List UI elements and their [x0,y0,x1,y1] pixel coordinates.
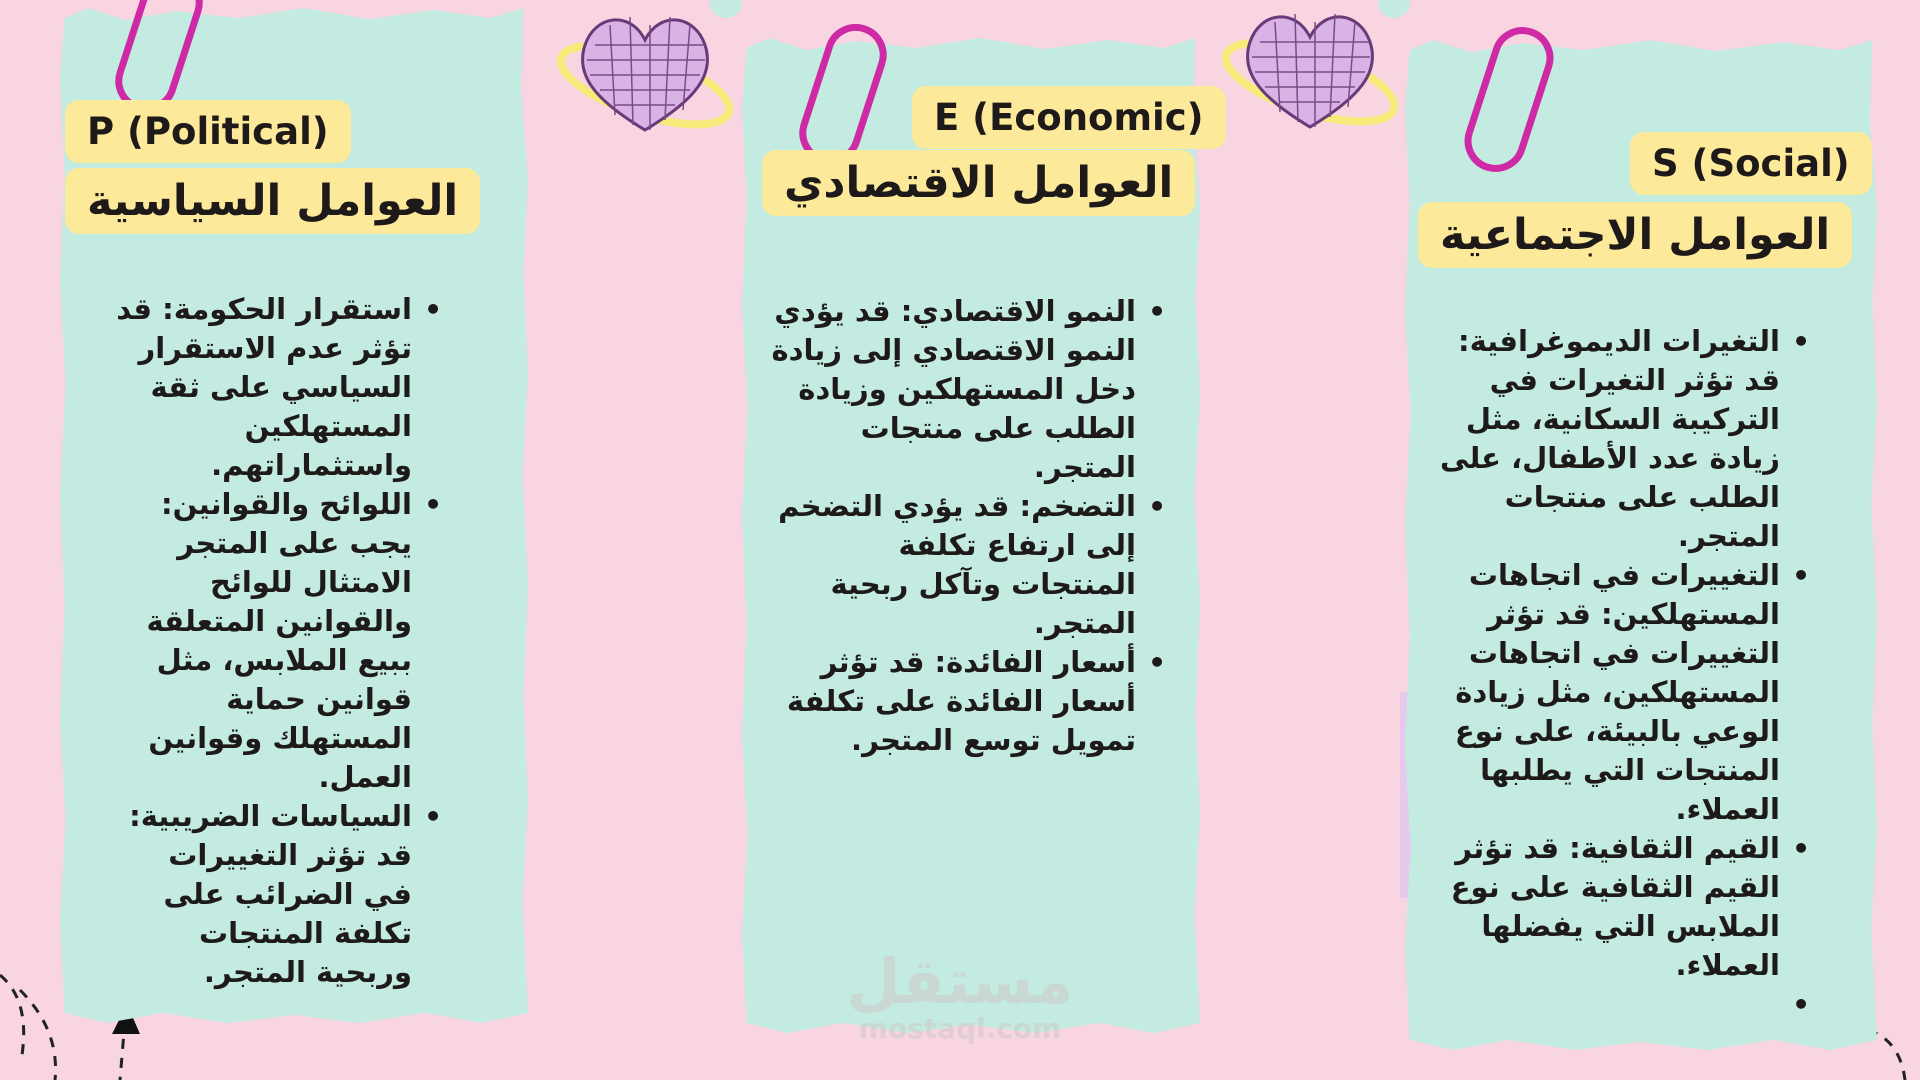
watermark-logo: مستقل [846,945,1074,1018]
list-item: • أسعار الفائدة: قد تؤثر أسعار الفائدة على تكلفة تمويل توسع المتجر. [768,643,1166,760]
watermark [840,945,1080,1045]
political-title-ar: العوامل السياسية [87,176,459,226]
list-item: • استقرار الحكومة: قد تؤثر عدم الاستقرار السياسي على ثقة المستهلكين واستثماراتهم. [110,290,442,485]
economic-title-ar: العوامل الاقتصادي [784,158,1174,208]
list-item: • النمو الاقتصادي: قد يؤدي النمو الاقتصادي إلى زيادة دخل المستهلكين وزيادة الطلب على منتجات المتجر. [768,292,1166,487]
list-item: • التغييرات في اتجاهات المستهلكين: قد تؤثر التغييرات في اتجاهات المستهلكين، مثل زيادة الوعي بالبيئة، على نوع المنتجات التي يطلبها العملاء. [1440,556,1810,829]
disco-heart-icon [1220,2,1400,137]
social-label [1630,132,1872,195]
social-title-en: S (Social) [1652,142,1850,185]
list-item: • التغيرات الديموغرافية: قد تؤثر التغيرات في التركيبة السكانية، مثل زيادة عدد الأطفال، على الطلب على منتجات المتجر. [1440,322,1810,556]
watermark-url: mostaql.com [858,1012,1062,1045]
disco-heart-icon [555,5,735,140]
list-item: • اللوائح والقوانين: يجب على المتجر الامتثال للوائح والقوانين المتعلقة ببيع الملابس، مثل قوانين حماية المستهلك وقوانين العمل. [110,485,442,797]
political-title-en: P (Political) [87,110,329,153]
list-item [1440,985,1810,1024]
economic-list [768,292,1166,760]
social-title-ar: العوامل الاجتماعية [1440,210,1831,260]
political-label [65,100,351,163]
list-item: • السياسات الضريبية: قد تؤثر التغييرات في الضرائب على تكلفة المنتجات وربحية المتجر. [110,797,442,992]
social-list [1440,322,1810,1024]
social-label-ar [1418,202,1852,268]
political-label-ar [65,168,480,234]
economic-label-ar [762,150,1195,216]
list-item: • القيم الثقافية: قد تؤثر القيم الثقافية على نوع الملابس التي يفضلها العملاء. [1440,829,1810,985]
economic-title-en: E (Economic) [934,96,1204,139]
economic-label [912,86,1226,149]
political-list [110,290,442,992]
list-item: • التضخم: قد يؤدي التضخم إلى ارتفاع تكلفة المنتجات وتآكل ربحية المتجر. [768,487,1166,643]
